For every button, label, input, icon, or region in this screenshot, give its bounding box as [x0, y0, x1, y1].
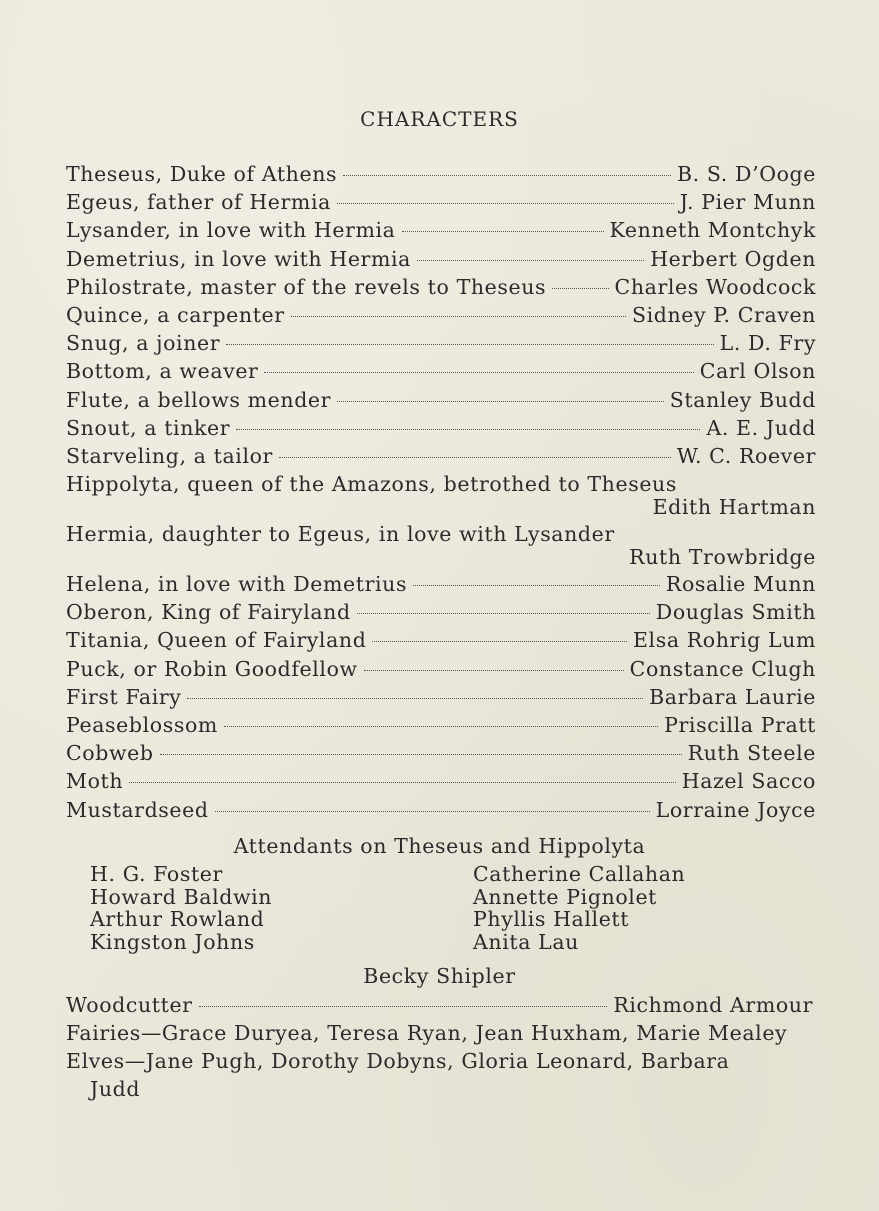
- cast-row: [66, 741, 816, 769]
- actor-name: B. S. D’Ooge: [677, 162, 816, 186]
- dot-leader: [215, 811, 650, 812]
- actor-name: Carl Olson: [699, 359, 816, 384]
- dot-leader: [413, 585, 660, 586]
- supporting-cast: [66, 993, 813, 1105]
- role-name: Moth: [66, 769, 124, 794]
- attendant-name: Anita Lau: [473, 929, 579, 954]
- cast-row: [66, 600, 816, 628]
- attendant-name: Annette Pignolet: [473, 884, 658, 909]
- actor-name: Richmond Armour: [613, 993, 813, 1017]
- role-name: Mustardseed: [66, 797, 209, 822]
- cast-row: [66, 275, 816, 303]
- dot-leader: [372, 641, 627, 642]
- cast-row: [66, 162, 816, 190]
- dot-leader: [224, 726, 658, 727]
- cast-row: [66, 798, 816, 826]
- role-name: Snout, a tinker: [66, 415, 231, 440]
- attendant-name-centered: Becky Shipler: [363, 964, 516, 988]
- actor-name: Elsa Rohrig Lum: [632, 628, 816, 653]
- role-name: Hermia, daughter to Egeus, in love with Lysander: [66, 522, 615, 547]
- cast-row: [66, 359, 816, 387]
- role-name: Quince, a carpenter: [66, 302, 285, 327]
- role-name: Lysander, in love with Hermia: [66, 218, 396, 243]
- actor-name: Charles Woodcock: [614, 274, 816, 299]
- cast-row: [66, 628, 816, 656]
- actor-name: Barbara Laurie: [649, 684, 816, 709]
- actor-name: Priscilla Pratt: [664, 713, 816, 737]
- dot-leader: [199, 1006, 608, 1007]
- role-name: Egeus, father of Hermia: [66, 190, 331, 215]
- actor-name: Edith Hartman: [652, 495, 816, 520]
- cast-row: [66, 388, 816, 416]
- page-title: CHARACTERS: [360, 107, 519, 131]
- role-name: Demetrius, in love with Hermia: [66, 246, 411, 271]
- dot-leader: [337, 203, 674, 204]
- role-name: Philostrate, master of the revels to Theseus: [66, 274, 547, 299]
- actor-name: W. C. Roever: [676, 443, 816, 468]
- role-name: Hippolyta, queen of the Amazons, betrothed to Theseus: [66, 472, 677, 497]
- dot-leader: [160, 754, 682, 755]
- actor-name: J. Pier Munn: [679, 190, 816, 215]
- dot-leader: [343, 175, 671, 176]
- dot-leader: [357, 613, 650, 614]
- role-name: Bottom, a weaver: [66, 359, 259, 384]
- dot-leader: [129, 782, 676, 783]
- cast-row: [66, 769, 816, 797]
- cast-row: [66, 993, 813, 1021]
- role-name: Oberon, King of Fairyland: [66, 600, 351, 625]
- dot-leader: [364, 670, 624, 671]
- cast-row: [66, 685, 816, 713]
- role-name: Snug, a joiner: [66, 331, 221, 356]
- attendants-right-column: [473, 863, 685, 953]
- dot-leader: [236, 429, 700, 430]
- elves-line-continuation: Judd: [90, 1077, 141, 1102]
- cast-row: [66, 190, 816, 218]
- cast-row: [66, 303, 816, 331]
- role-name: Flute, a bellows mender: [66, 387, 332, 412]
- actor-name: Constance Clugh: [629, 656, 816, 681]
- attendant-name: Howard Baldwin: [90, 884, 273, 909]
- role-name: Puck, or Robin Goodfellow: [66, 656, 358, 681]
- cast-list: [66, 162, 816, 826]
- cast-row-two-line: [66, 472, 816, 522]
- actor-name: Sidney P. Craven: [631, 302, 816, 327]
- attendants-heading: Attendants on Theseus and Hippolyta: [233, 834, 646, 858]
- attendant-name: H. G. Foster: [90, 862, 223, 886]
- actor-name: Lorraine Joyce: [655, 797, 816, 822]
- cast-row: [66, 657, 816, 685]
- role-name: Cobweb: [66, 741, 154, 766]
- attendant-name: Catherine Callahan: [473, 862, 686, 886]
- dot-leader: [402, 231, 604, 232]
- actor-name: Douglas Smith: [655, 600, 816, 625]
- dot-leader: [291, 316, 626, 317]
- dot-leader: [279, 457, 671, 458]
- actor-name: Herbert Ogden: [650, 246, 816, 271]
- attendant-name: Phyllis Hallett: [473, 907, 630, 931]
- role-name: First Fairy: [66, 684, 182, 709]
- role-name: Titania, Queen of Fairyland: [66, 628, 367, 653]
- dot-leader: [187, 698, 643, 699]
- role-name: Woodcutter: [66, 993, 193, 1017]
- actor-name: A. E. Judd: [706, 415, 816, 440]
- cast-row: [66, 713, 816, 741]
- cast-row: [66, 444, 816, 472]
- actor-name: Hazel Sacco: [681, 769, 816, 794]
- actor-name: Rosalie Munn: [665, 572, 816, 597]
- cast-row: [66, 247, 816, 275]
- dot-leader: [226, 344, 713, 345]
- actor-name: Kenneth Montchyk: [609, 218, 816, 243]
- attendants-left-column: [90, 863, 272, 953]
- cast-row: [66, 331, 816, 359]
- role-name: Peaseblossom: [66, 713, 218, 737]
- dot-leader: [552, 288, 608, 289]
- elves-line: Elves—Jane Pugh, Dorothy Dobyns, Gloria Leonard, Barbara: [66, 1049, 730, 1074]
- fairies-line: Fairies—Grace Duryea, Teresa Ryan, Jean Huxham, Marie Mealey: [66, 1021, 788, 1046]
- actor-name: Ruth Trowbridge: [629, 545, 816, 570]
- role-name: Theseus, Duke of Athens: [66, 162, 338, 186]
- dot-leader: [337, 401, 664, 402]
- role-name: Starveling, a tailor: [66, 443, 273, 468]
- actor-name: Stanley Budd: [669, 387, 816, 412]
- actor-name: Ruth Steele: [687, 741, 816, 766]
- cast-row: [66, 416, 816, 444]
- attendant-name: Kingston Johns: [90, 929, 255, 954]
- role-name: Helena, in love with Demetrius: [66, 572, 408, 597]
- cast-row: [66, 572, 816, 600]
- dot-leader: [417, 260, 644, 261]
- dot-leader: [264, 372, 693, 373]
- attendant-name: Arthur Rowland: [90, 907, 265, 931]
- actor-name: L. D. Fry: [719, 331, 816, 356]
- cast-row: [66, 218, 816, 246]
- cast-row-two-line: [66, 522, 816, 572]
